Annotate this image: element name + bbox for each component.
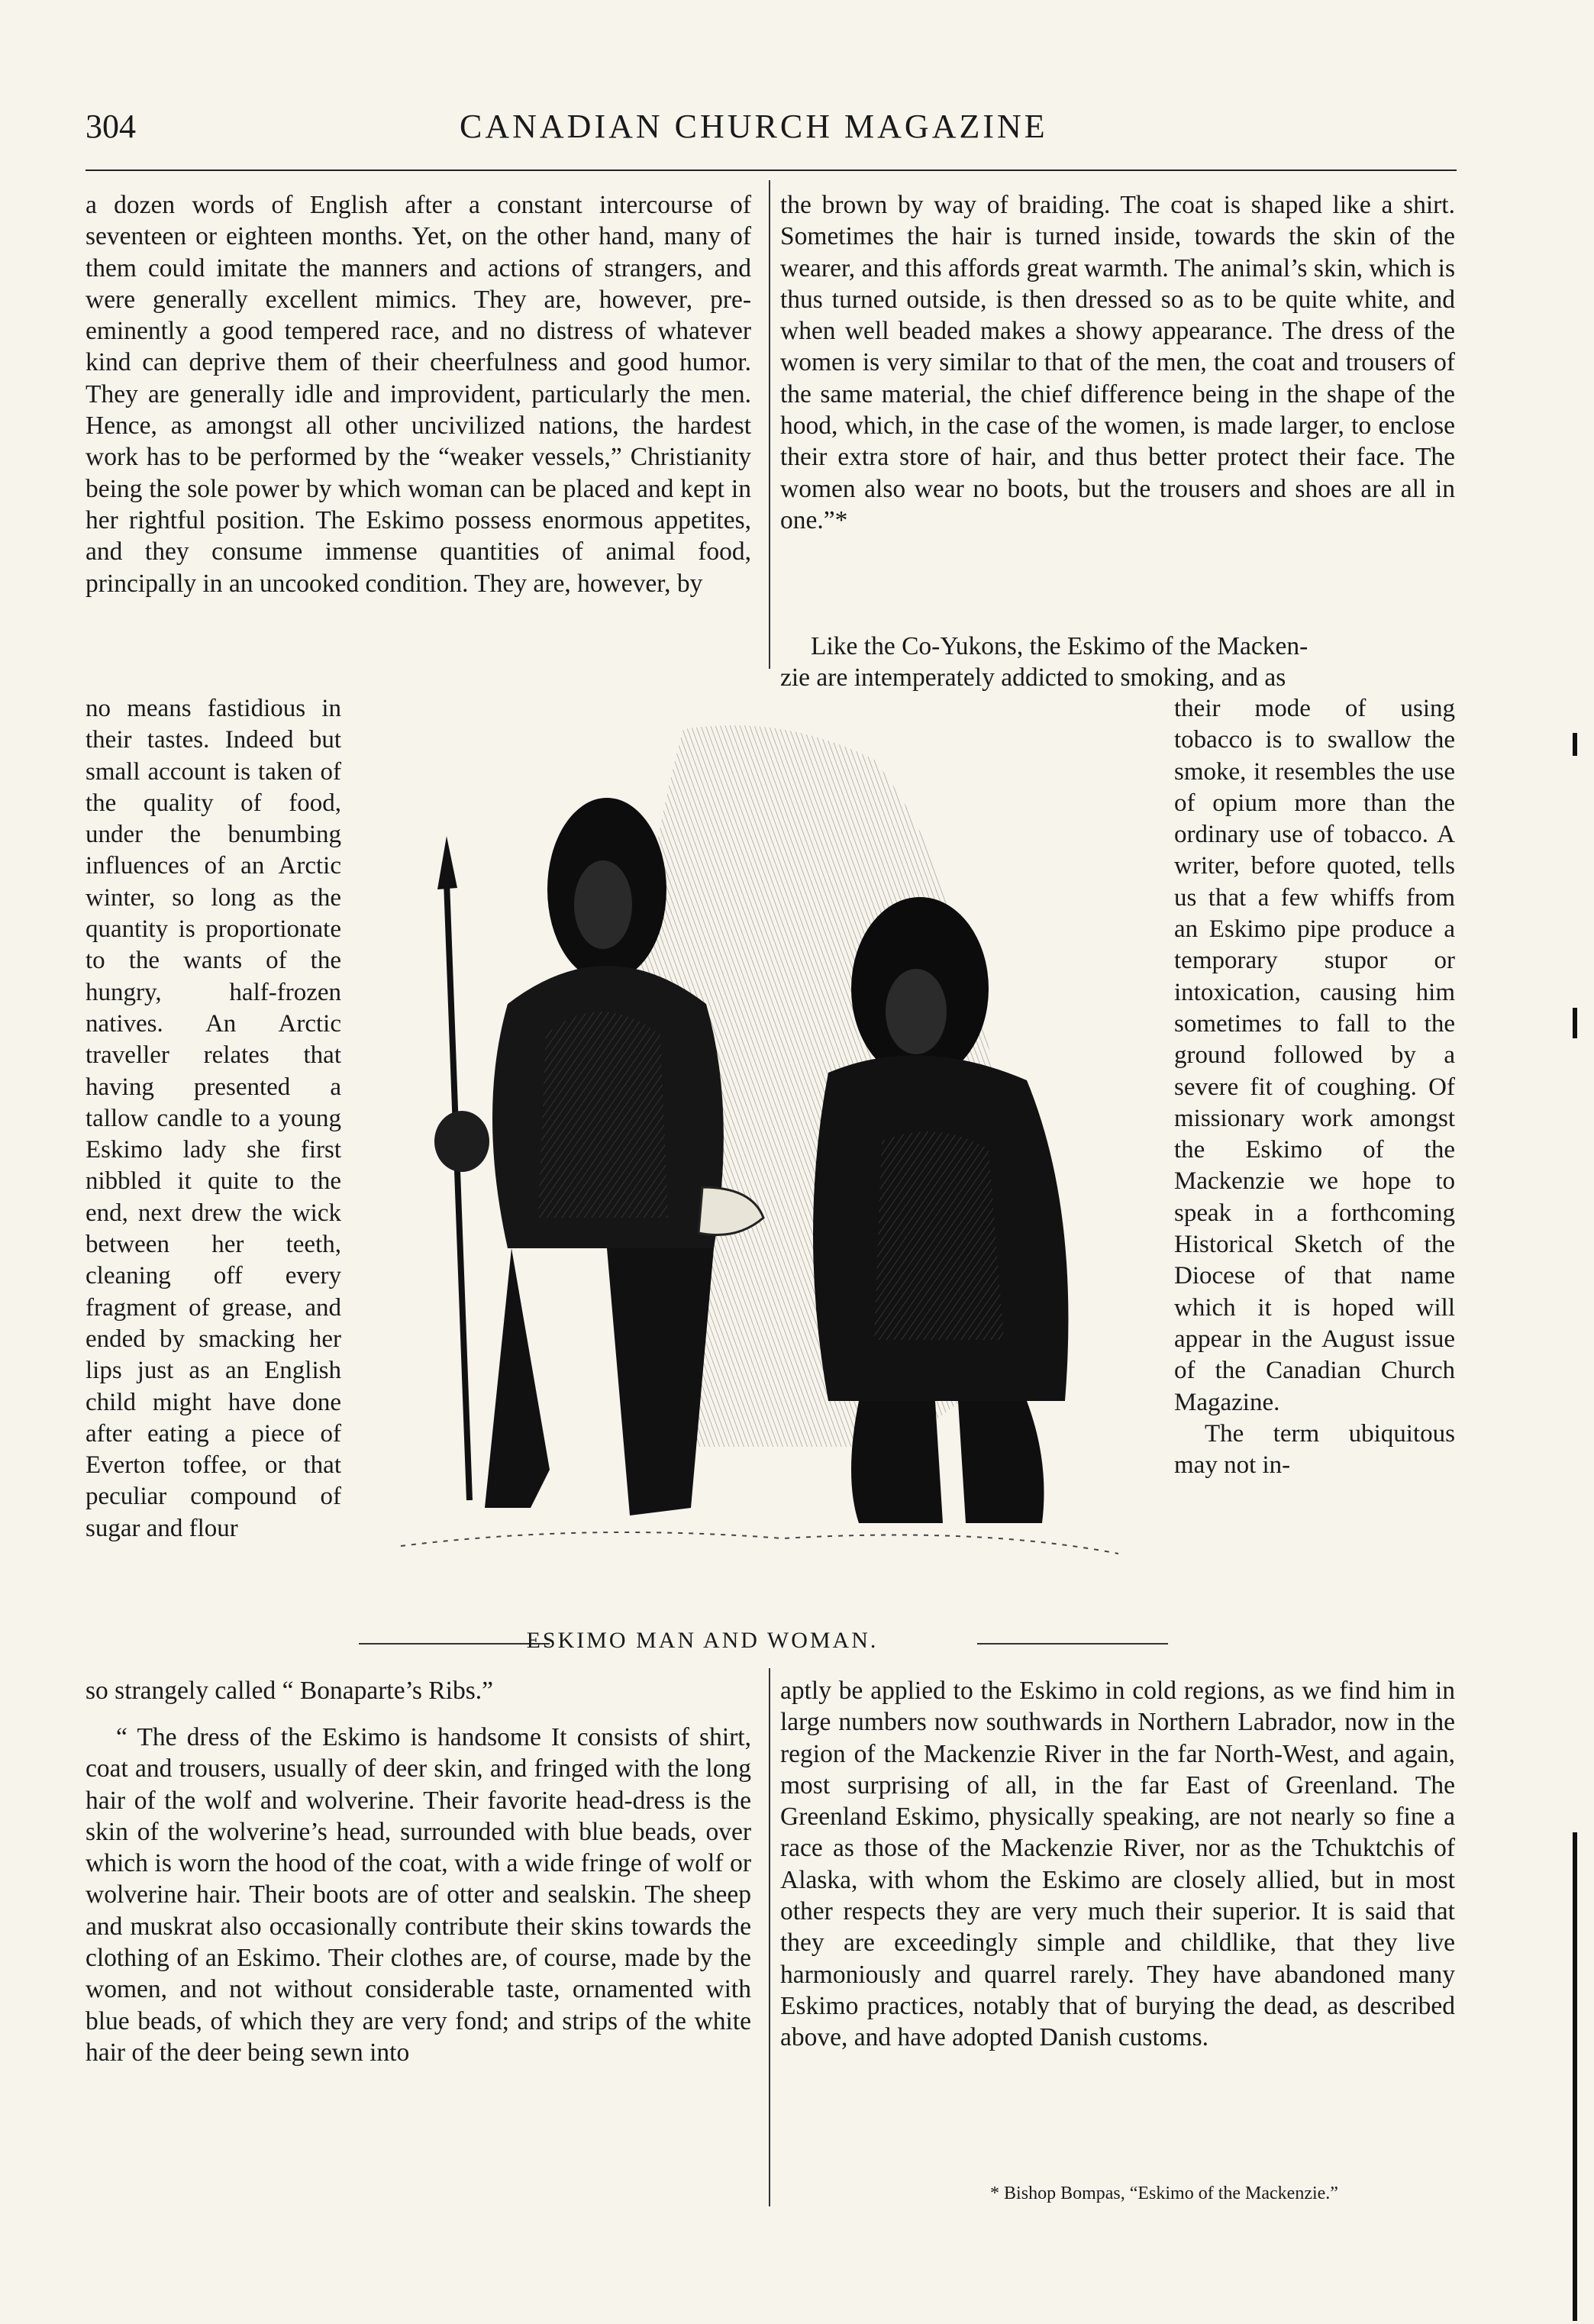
footnote: * Bishop Bompas, “Eskimo of the Mackenzie.” — [990, 2184, 1338, 2203]
paragraph-smoking: their mode of using tobacco is to swallow the smoke, it resembles the use of opium more than the ordinary use of tobacco. A writer, before quoted, tells us that a few whiffs from an Eskimo pipe produce a temporary stupor or intoxication, causing him sometimes to fall to the ground followed by a severe fit of coughing. Of missionary work amongst the Eskimo of the Mackenzie we hope to speak in a forthcoming Historical Sketch of the Diocese of that name which it is hoped will appear in the August issue of the Canadian Church Magazine. — [1174, 695, 1455, 1416]
paragraph-eskimo-regions: aptly be applied to the Eskimo in cold regions, as we find him in large numbers now southwards in Northern Labrador, now in the region of the Mackenzie River in the far North-West, and again, most surprising of all, in the far East of Greenland. The Greenland Eskimo, physically speaking, are not nearly so fine a race as those of the Mackenzie River, nor as the Tchuktchis of Alaska, with whom the Eskimo are closely allied, but in most other respects they are very much their superior. It is said that they are exceedingly simple and childlike, that they live harmoniously and quarrel rarely. They have abandoned many Eskimo practices, notably that of burying the dead, as described above, and have adopted Danish customs. — [780, 1677, 1455, 2052]
smoking-line-1: Like the Co-Yukons, the Eskimo of the Macken- — [811, 632, 1308, 660]
magazine-title: CANADIAN CHURCH MAGAZINE — [460, 108, 1048, 145]
scan-edge-mark — [1573, 1008, 1577, 1038]
spear-head — [437, 836, 457, 889]
left-column-bottom — [86, 1722, 751, 2068]
running-head — [86, 107, 1460, 160]
man-mitten — [434, 1111, 489, 1172]
man-right-leg — [607, 1248, 714, 1515]
page-number: 304 — [86, 108, 136, 145]
man-face — [574, 860, 632, 949]
woman-face — [886, 969, 947, 1054]
scan-edge-bar — [1573, 1832, 1577, 2321]
paragraph-eskimo-food: no means fastidious in their tastes. Indeed but small account is taken of the quality of food, under the benumbing influences of an Arctic winter, so long as the quantity is proportionate to the wants of the hungry, half-frozen natives. An Arctic traveller relates that having presented a tallow candle to a young Eskimo lady she first nibbled it quite to the end, next drew the wick between her teeth, cleaning off every fragment of grease, and ended by smacking her lips just as an English child might have done after eating a piece of Everton toffee, or that peculiar compound of sugar and flour — [86, 695, 341, 1542]
right-smoking-intro — [780, 631, 1455, 694]
left-column-top — [86, 189, 751, 599]
paragraph-dress-continued: the brown by way of braiding. The coat is shaped like a shirt. Sometimes the hair is turned inside, towards the skin of the wearer, and this affords great warmth. The animal’s skin, which is thus turned outside, is then dressed so as to be quite white, and when well beaded makes a showy appearance. The dress of the women is very similar to that of the men, the coat and trousers of the same material, the chief difference being in the shape of the hood, which, in the case of the women, is made larger, to enclose their extra store of hair, and thus better protect their face. The women also wear no boots, but the trousers and shoes are all in one.”* — [780, 191, 1456, 534]
bonapartes-ribs-line: so strangely called “ Bonaparte’s Ribs.” — [86, 1677, 493, 1705]
eskimo-engraving — [355, 714, 1233, 1603]
woman-left-boot — [851, 1401, 943, 1523]
figure-caption: ESKIMO MAN AND WOMAN. — [526, 1628, 879, 1653]
paragraph-eskimo-character: a dozen words of English after a constant intercourse of seventeen or eighteen months. Yet, on the other hand, many of them could imitate the manners and actions of strangers, and were generally excellent mimics. They are, however, pre-eminently a good tempered race, and no distress of whatever kind can deprive them of their cheerfulness and good humor. They are generally idle and improvident, particularly the men. Hence, as amongst all other uncivilized nations, the hardest work has to be performed by the “weaker vessels,” Christianity being the sole power by which woman can be placed and kept in her rightful position. The Eskimo possess enormous appetites, and they consume immense quantities of animal food, principally in an uncooked condition. They are, however, by — [86, 191, 751, 598]
right-column-bottom — [780, 1675, 1455, 2054]
smoking-line-2: zie are intemperately addicted to smoking, and as — [780, 663, 1286, 692]
woman-coat-texture — [874, 1131, 1004, 1340]
right-column-top — [780, 189, 1455, 536]
paragraph-eskimo-dress: “ The dress of the Eskimo is handsome It consists of shirt, coat and trousers, usually of deer skin, and fringed with the long hair of the wolf and wolverine. Their favorite head-dress is the skin of the wolverine’s head, surrounded with blue beads, over which is worn the hood of the coat, with a wide fringe of wolf or wolverine hair. Their boots are of otter and sealskin. The sheep and muskrat also occasionally contribute their skins towards the clothing of an Eskimo. Their clothes are, of course, made by the women, and not without considerable taste, ornamented with blue beads, of which they are very fond; and strips of the white hair of the deer being sewn into — [86, 1723, 751, 2067]
ubiquitous-line: The term ubiquitous may not in- — [1174, 1419, 1455, 1480]
woman-right-boot — [958, 1401, 1044, 1523]
left-wrap-column — [86, 693, 341, 1544]
spear-shaft — [447, 882, 469, 1500]
scan-edge-mark — [1573, 733, 1577, 756]
ground-line — [401, 1532, 1118, 1554]
column-divider-upper — [769, 180, 770, 669]
column-divider-lower — [769, 1668, 770, 2206]
man-coat-texture — [538, 1012, 668, 1218]
left-continuation-line — [86, 1675, 751, 1706]
caption-rule-right — [977, 1643, 1168, 1645]
man-left-leg — [485, 1248, 550, 1508]
header-rule — [86, 169, 1457, 171]
snow-ground — [355, 1460, 1233, 1603]
